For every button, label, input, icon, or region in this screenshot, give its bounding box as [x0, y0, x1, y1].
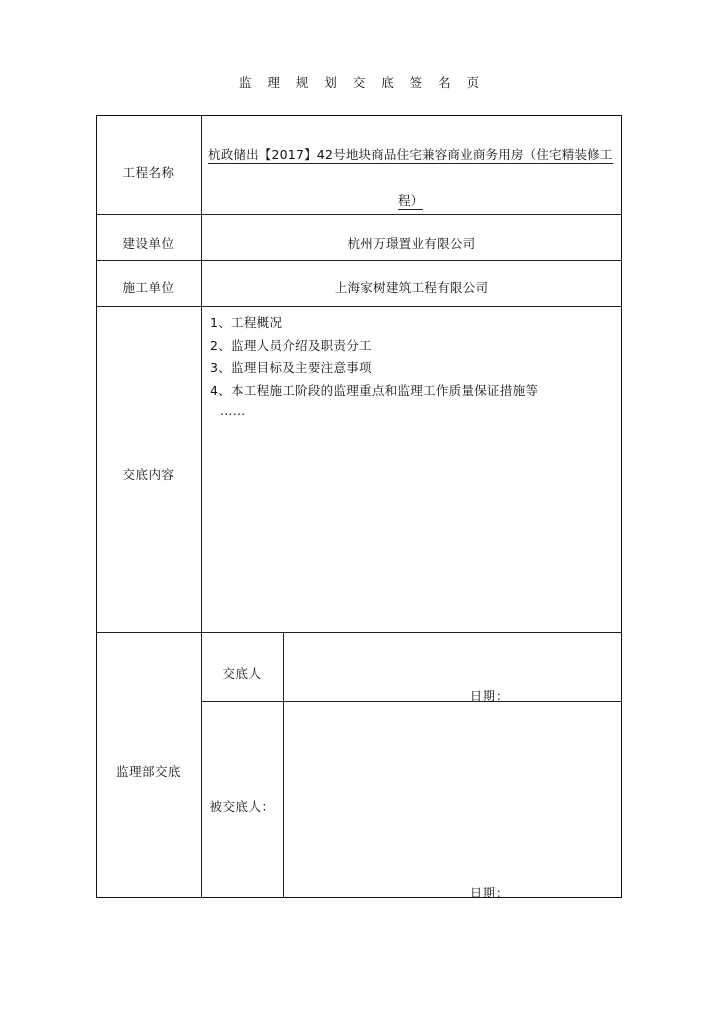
project-name-text-continued: 程）	[398, 193, 424, 208]
signature-table	[96, 115, 622, 898]
project-name-label: 工程名称	[122, 165, 175, 180]
column-divider	[201, 115, 202, 898]
contractor-value: 上海家树建筑工程有限公司	[334, 280, 489, 295]
page-title: 监 理 规 划 交 底 签 名 页	[238, 75, 486, 90]
content-list-item: 2、监理人员介绍及职责分工	[210, 338, 372, 353]
project-name-line1	[208, 145, 613, 163]
recipient-label: 被交底人：	[209, 799, 275, 814]
project-name-line2	[398, 191, 423, 209]
row-divider	[201, 701, 622, 702]
content-list-item: 1、工程概况	[210, 315, 283, 330]
column-divider	[283, 632, 284, 898]
project-name-text: 杭政储出【2017】42号地块商品住宅兼容商业商务用房（住宅精装修工	[208, 147, 613, 162]
construction-unit-label: 建设单位	[122, 236, 175, 251]
row-divider	[96, 260, 622, 261]
row-divider	[96, 214, 622, 215]
briefing-content-label: 交底内容	[122, 467, 175, 482]
construction-unit-value: 杭州万璟置业有限公司	[347, 236, 476, 251]
contractor-label: 施工单位	[122, 280, 175, 295]
supervision-briefing-label: 监理部交底	[115, 764, 181, 779]
content-list-item: ……	[220, 403, 246, 418]
row-divider	[96, 306, 622, 307]
briefer-label: 交底人	[222, 666, 262, 681]
content-list-item: 3、监理目标及主要注意事项	[210, 360, 372, 375]
row-divider	[96, 632, 622, 633]
recipient-date-label: 日期：	[470, 886, 510, 900]
briefer-date-label: 日期：	[470, 689, 510, 703]
content-list-item: 4、本工程施工阶段的监理重点和监理工作质量保证措施等	[210, 383, 539, 398]
